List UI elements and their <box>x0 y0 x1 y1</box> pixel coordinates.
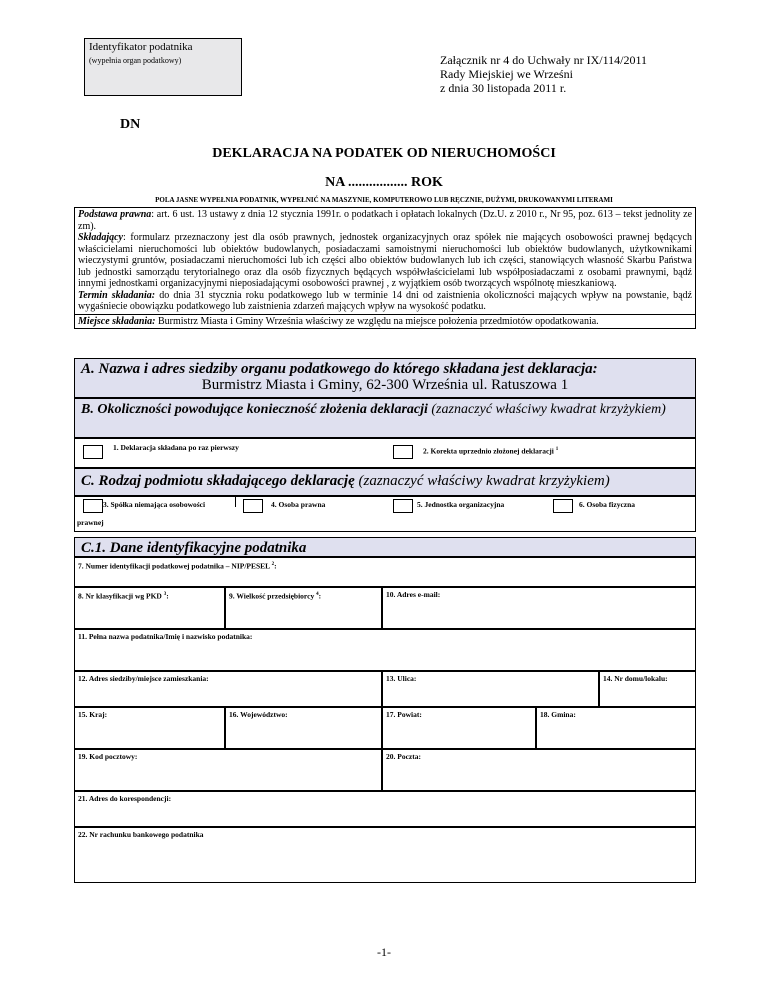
field-voivodeship[interactable] <box>225 707 382 749</box>
section-b-heading: B. Okoliczności powodujące konieczność złożenia deklaracji <box>81 402 428 417</box>
field-post-office[interactable] <box>382 749 696 791</box>
field-county-label: 17. Powiat: <box>386 710 422 719</box>
field-house-number[interactable] <box>599 671 696 707</box>
field-commune-label: 18. Gmina: <box>540 710 576 719</box>
field-postal-code[interactable] <box>74 749 382 791</box>
first-declaration-label: 1. Deklaracja składana po raz pierwszy <box>113 443 239 452</box>
filer-text: : formularz przeznaczony jest dla osób prawnych, jednostek organizacyjnych oraz spółek nie mających osobowości prawnej będących właścicielami nieruchomości lub obiektów budowlanych, posiadaczami samoistnymi nieruchomości lub obiektów budowlanych, użytkownikami wieczystymi gruntów, posiadaczami nieruchomości lub ich części albo obiektów budowlanych lub ich części, stanowiących własność Skarbu Państwa lub jednostki samorządu terytorialnego oraz dla osób fizycznych będących współwłaścicielami lub współposiadaczami z osobami prawnymi, bądź innymi jednostkami organizacyjnymi nieposiadającymi osobowości prawnej , z wyjątkiem osób tworzących wspólnotę mieszkaniową. <box>78 232 692 289</box>
identifier-label: Identyfikator podatnika <box>89 41 193 53</box>
section-c-heading: C. Rodzaj podmiotu składającego deklarację <box>81 473 355 489</box>
page-number: -1- <box>377 945 391 959</box>
legal-info-box <box>74 207 696 329</box>
field-nip-pesel[interactable] <box>74 557 696 587</box>
field-nip-pesel-footnote: 2 <box>271 562 275 567</box>
field-nip-pesel-suffix: : <box>274 561 277 571</box>
field-correspondence-address-label: 21. Adres do korespondencji: <box>78 794 172 803</box>
section-a <box>74 358 696 398</box>
field-residence-label: 12. Adres siedziby/miejsce zamieszkania: <box>78 674 209 683</box>
section-c-options <box>74 496 696 532</box>
first-declaration-checkbox[interactable] <box>83 445 103 459</box>
field-voivodeship-label: 16. Województwo: <box>229 710 288 719</box>
section-a-heading: A. Nazwa i adres siedziby organu podatkowego do którego składana jest deklaracja: <box>81 361 598 377</box>
organizational-unit-label: 5. Jednostka organizacyjna <box>417 500 505 509</box>
field-house-number-label: 14. Nr domu/lokalu: <box>603 674 668 683</box>
field-residence[interactable] <box>74 671 382 707</box>
natural-person-checkbox[interactable] <box>553 499 573 513</box>
year-line: NA ................. ROK <box>325 175 443 190</box>
partnership-label-cont: prawnej <box>77 518 104 527</box>
identifier-sub: (wypełnia organ podatkowy) <box>89 56 182 65</box>
correction-label <box>423 445 558 456</box>
correction-checkbox[interactable] <box>393 445 413 459</box>
field-pkd-suffix: : <box>166 591 169 601</box>
filer <box>78 232 692 290</box>
section-b <box>74 398 696 438</box>
field-nip-pesel-label: 7. Numer identyfikacji podatkowej podatnika – NIP/PESEL <box>78 561 270 571</box>
field-country-label: 15. Kraj: <box>78 710 108 719</box>
field-pkd-footnote: 3 <box>163 592 167 597</box>
deadline-label: Termin składania: <box>78 289 156 301</box>
section-c <box>74 468 696 496</box>
correction-label-text: 2. Korekta uprzednio złożonej deklaracji <box>423 446 554 456</box>
field-company-size-footnote: 4 <box>316 592 319 597</box>
filing-place <box>75 314 695 328</box>
field-country[interactable] <box>74 707 225 749</box>
field-email-label: 10. Adres e-mail: <box>386 590 441 599</box>
field-bank-account[interactable] <box>74 827 696 883</box>
filer-label: Składający <box>78 232 123 243</box>
field-correspondence-address[interactable] <box>74 791 696 827</box>
annex-line-2: Rady Miejskiej we Wrześni <box>440 67 573 81</box>
fields-note: POLA JASNE WYPEŁNIA PODATNIK, WYPEŁNIĆ NA MASZYNIE, KOMPUTEROWO LUB RĘCZNIE, DUŻYMI, DRUKOWANYMI LITERAMI <box>155 196 613 204</box>
tax-office-address: Burmistrz Miasta i Gminy, 62-300 Września ul. Ratuszowa 1 <box>201 377 569 393</box>
field-commune[interactable] <box>536 707 696 749</box>
field-county[interactable] <box>382 707 536 749</box>
field-full-name[interactable] <box>74 629 696 671</box>
annex-line-3: z dnia 30 listopada 2011 r. <box>440 81 567 95</box>
natural-person-label: 6. Osoba fizyczna <box>579 500 636 509</box>
legal-entity-label: 4. Osoba prawna <box>271 500 326 509</box>
taxpayer-identifier-box <box>84 38 242 96</box>
field-email[interactable] <box>382 587 696 629</box>
annex-note <box>440 53 740 95</box>
partnership-label: 3. Spółka niemająca osobowości <box>103 500 206 509</box>
filing-place-text: Burmistrz Miasta i Gminy Września właściwy ze względu na miejsce położenia przedmiotów opodatkowania. <box>155 315 599 327</box>
divider <box>235 497 236 507</box>
field-postal-code-label: 19. Kod pocztowy: <box>78 752 138 761</box>
section-b-options <box>74 438 696 468</box>
section-c1 <box>74 537 696 557</box>
deadline-text: do dnia 31 stycznia roku podatkowego lub w terminie 14 dni od zaistnienia okoliczności mających wpływ na powstanie, bądź wygaśniecie obowiązku podatkowego lub zaistnienia zdarzeń mających wpływ na wysokość podatku. <box>78 289 692 312</box>
filing-place-label: Miejsce składania: <box>78 315 156 327</box>
section-c-note: (zaznaczyć właściwy kwadrat krzyżykiem) <box>354 473 610 489</box>
partnership-checkbox[interactable] <box>83 499 103 513</box>
annex-line-1: Załącznik nr 4 do Uchwały nr IX/114/2011 <box>440 53 648 67</box>
correction-footnote: 1 <box>555 447 559 452</box>
field-company-size-suffix: : <box>318 591 322 601</box>
deadline <box>78 290 692 313</box>
legal-basis-label: Podstawa prawna <box>78 209 152 220</box>
form-title: DEKLARACJA NA PODATEK OD NIERUCHOMOŚCI <box>212 146 556 161</box>
form-code: DN <box>120 117 141 132</box>
section-c1-heading: C.1. Dane identyfikacyjne podatnika <box>81 540 307 556</box>
field-pkd-label: 8. Nr klasyfikacji wg PKD <box>78 591 162 601</box>
legal-basis-text: : art. 6 ust. 13 ustawy z dnia 12 stycznia 1991r. o podatkach i opłatach lokalnych (Dz.U. z 2010 r., Nr 95, poz. 613 – tekst jednolity ze zm). <box>78 209 693 232</box>
field-street[interactable] <box>382 671 599 707</box>
organizational-unit-checkbox[interactable] <box>393 499 413 513</box>
field-post-office-label: 20. Poczta: <box>386 752 421 761</box>
field-full-name-label: 11. Pełna nazwa podatnika/Imię i nazwisko podatnika: <box>78 632 253 641</box>
section-b-note: (zaznaczyć właściwy kwadrat krzyżykiem) <box>427 402 666 417</box>
legal-basis <box>78 209 692 232</box>
field-street-label: 13. Ulica: <box>386 674 417 683</box>
field-bank-account-label: 22. Nr rachunku bankowego podatnika <box>78 830 204 839</box>
field-company-size[interactable] <box>225 587 382 629</box>
field-pkd[interactable] <box>74 587 225 629</box>
legal-entity-checkbox[interactable] <box>243 499 263 513</box>
field-company-size-label: 9. Wielkość przedsiębiorcy <box>229 591 315 601</box>
